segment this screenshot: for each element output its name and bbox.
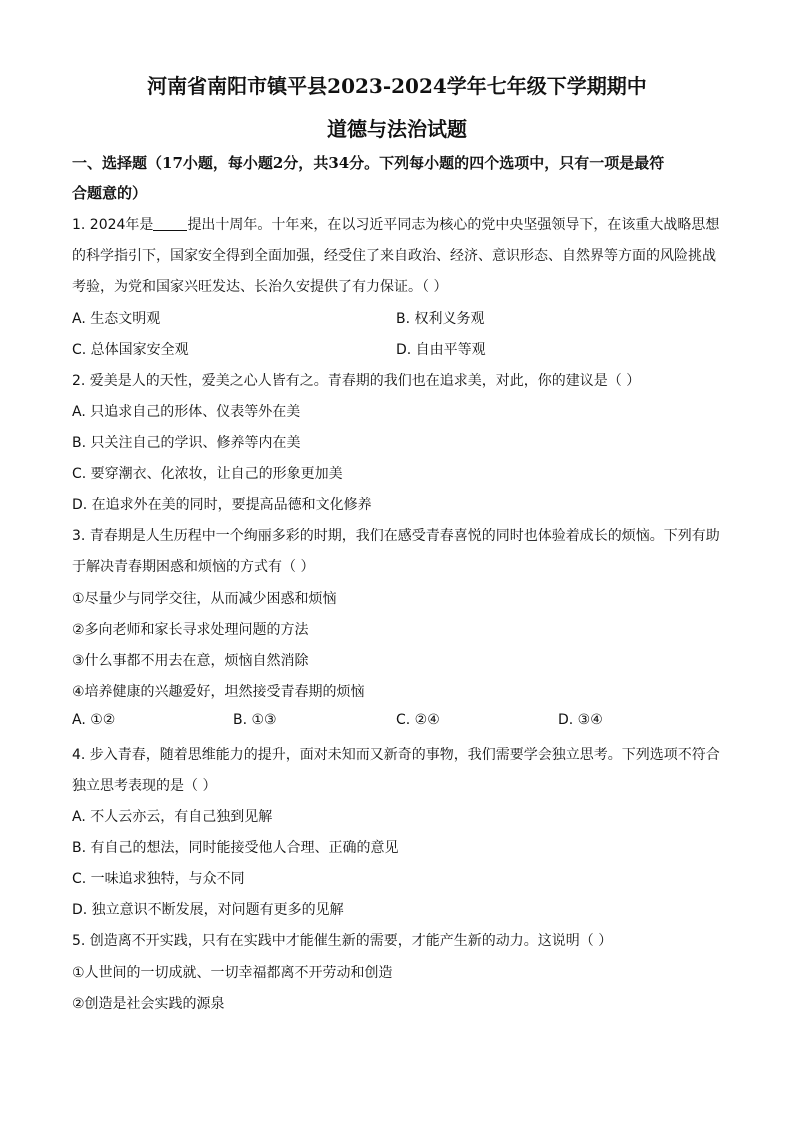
question-5-item-1: ①人世间的一切成就、一切幸福都离不开劳动和创造 xyxy=(72,965,393,981)
question-5-stem: 5. 创造离不开实践，只有在实践中才能催生新的需要，才能产生新的动力。这说明（ ） xyxy=(72,933,613,949)
question-1-option-d: D. 自由平等观 xyxy=(396,342,486,358)
question-3-option-a: A. ①② xyxy=(72,712,116,728)
question-1-option-a: A. 生态文明观 xyxy=(72,311,161,327)
question-1-stem-line3: 考验，为党和国家兴旺发达、长治久安提供了有力保证。（ ） xyxy=(72,279,448,295)
question-3-item-3: ③什么事都不用去在意，烦恼自然消除 xyxy=(72,653,309,669)
section-heading-cont: 合题意的） xyxy=(72,184,148,202)
question-3-item-1: ①尽量少与同学交往，从而减少困惑和烦恼 xyxy=(72,591,337,607)
question-3-item-2: ②多向老师和家长寻求处理问题的方法 xyxy=(72,622,309,638)
question-2-option-c: C. 要穿潮衣、化浓妆，让自己的形象更加美 xyxy=(72,466,343,482)
question-5-item-2: ②创造是社会实践的源泉 xyxy=(72,996,225,1012)
question-1-option-c: C. 总体国家安全观 xyxy=(72,342,189,358)
question-3-option-b: B. ①③ xyxy=(233,712,277,728)
question-3-stem: 3. 青春期是人生历程中一个绚丽多彩的时期，我们在感受青春喜悦的同时也体验着成长的烦恼。下列有助 xyxy=(72,528,720,544)
question-3-stem-line2: 于解决青春期困惑和烦恼的方式有（ ） xyxy=(72,559,315,575)
question-3-item-4: ④培养健康的兴趣爱好，坦然接受青春期的烦恼 xyxy=(72,684,365,700)
question-2-option-a: A. 只追求自己的形体、仪表等外在美 xyxy=(72,404,301,420)
question-2-option-b: B. 只关注自己的学识、修养等内在美 xyxy=(72,435,301,451)
question-4-option-a: A. 不人云亦云，有自己独到见解 xyxy=(72,809,273,825)
exam-subtitle: 道德与法治试题 xyxy=(327,117,467,141)
question-4-stem: 4. 步入青春，随着思维能力的提升，面对未知而又新奇的事物，我们需要学会独立思考。下列选项不符合 xyxy=(72,747,720,763)
exam-title: 河南省南阳市镇平县2023-2024学年七年级下学期期中 xyxy=(147,74,647,98)
question-2-stem: 2. 爱美是人的天性，爱美之心人皆有之。青春期的我们也在追求美，对此，你的建议是（ ） xyxy=(72,373,641,389)
question-1-option-b: B. 权利义务观 xyxy=(396,311,485,327)
answer-blank xyxy=(153,216,187,231)
question-1-stem-line2: 的科学指引下，国家安全得到全面加强，经受住了来自政治、经济、意识形态、自然界等方面的风险挑战 xyxy=(72,248,716,264)
section-heading: 一、选择题（17小题，每小题2分，共34分。下列每小题的四个选项中，只有一项是最符 xyxy=(72,154,665,172)
question-4-option-b: B. 有自己的想法，同时能接受他人合理、正确的意见 xyxy=(72,840,399,856)
question-3-option-c: C. ②④ xyxy=(396,712,440,728)
question-4-option-c: C. 一味追求独特，与众不同 xyxy=(72,871,245,887)
question-1-stem: 1. 2024年是 提出十周年。十年来，在以习近平同志为核心的党中央坚强领导下，在该重大战略思想 xyxy=(72,217,720,233)
question-3-option-d: D. ③④ xyxy=(558,712,603,728)
question-2-option-d: D. 在追求外在美的同时，要提高品德和文化修养 xyxy=(72,497,372,513)
question-4-option-d: D. 独立意识不断发展，对问题有更多的见解 xyxy=(72,902,344,918)
question-4-stem-line2: 独立思考表现的是（ ） xyxy=(72,778,217,794)
